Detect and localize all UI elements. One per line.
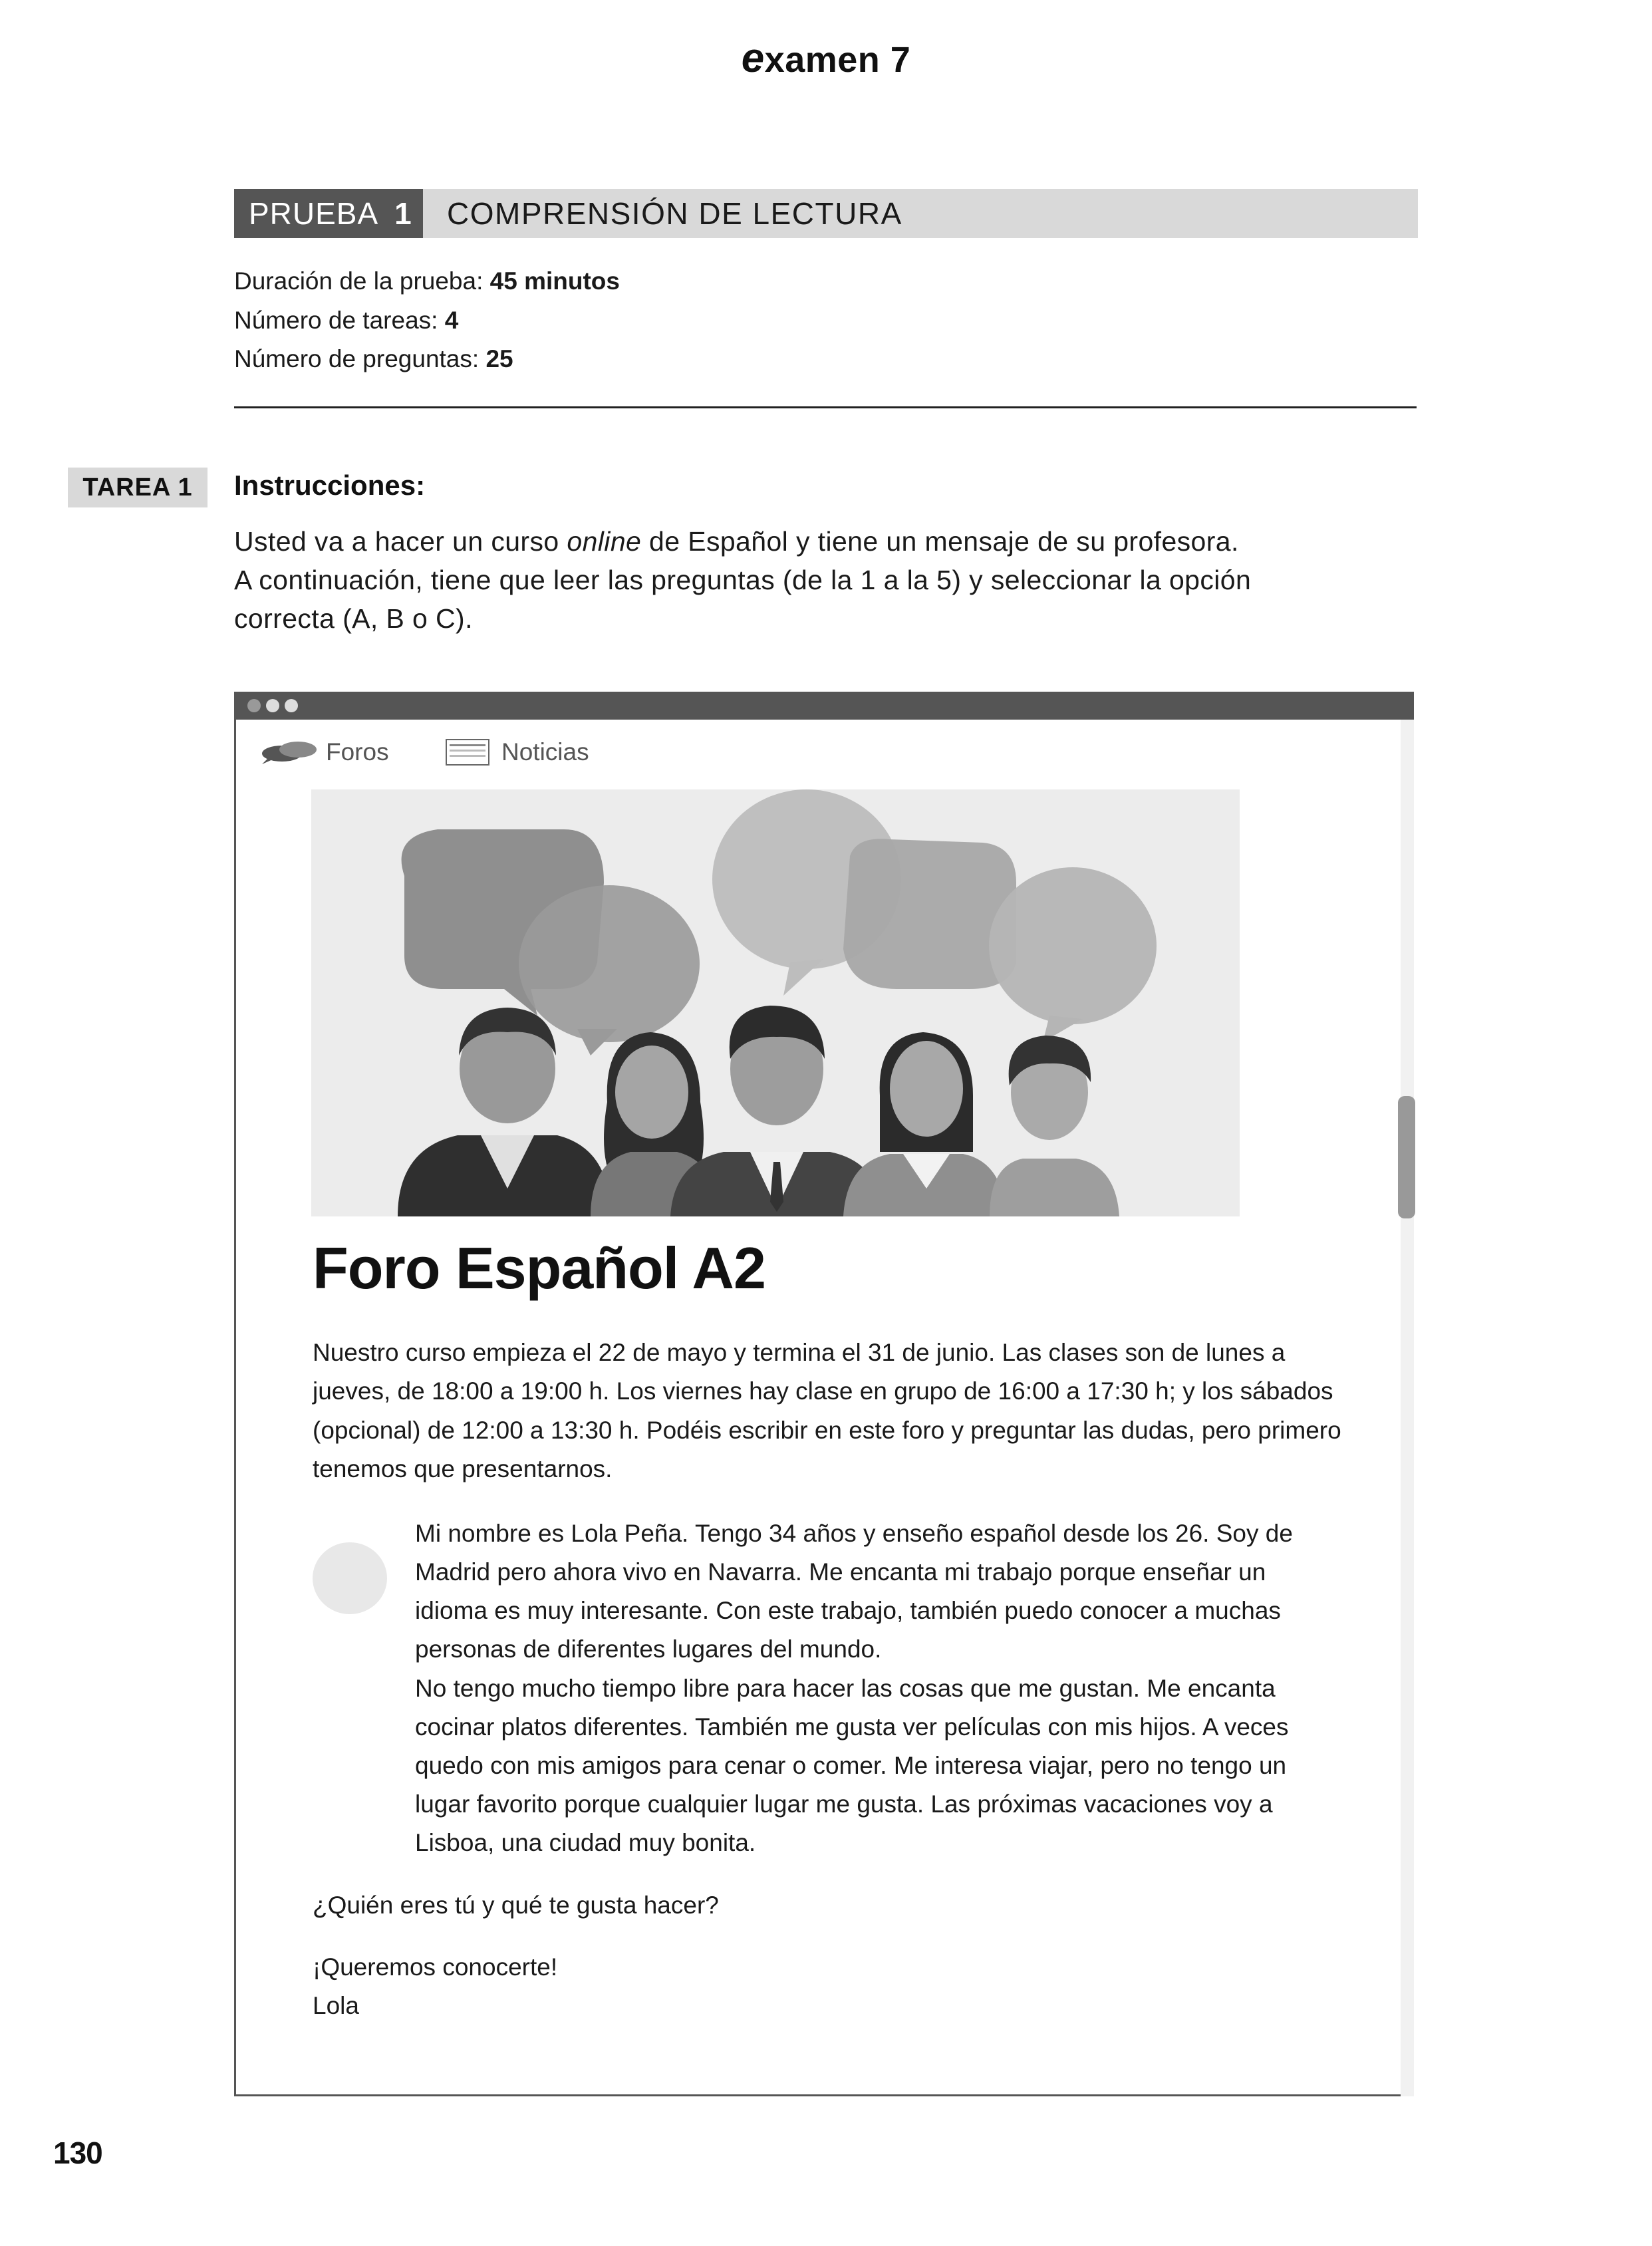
exam-title: examen 7: [741, 35, 911, 81]
intro-line: jueves, de 18:00 a 19:00 h. Los viernes hay clase en grupo de 16:00 a 17:30 h; y los sábados: [313, 1377, 1333, 1405]
scrollbar-track[interactable]: [1401, 720, 1414, 2096]
window-dot-icon[interactable]: [266, 699, 279, 712]
nav-label-noticias: Noticias: [501, 738, 589, 766]
post-line: quedo con mis amigos para cenar o comer. Me interesa viajar, pero no tengo un: [415, 1752, 1287, 1779]
nav-item-noticias[interactable]: [446, 738, 589, 766]
intro-line: (opcional) de 12:00 a 13:30 h. Podéis escribir en este foro y preguntar las dudas, pero primero: [313, 1417, 1341, 1444]
window-dot-icon[interactable]: [285, 699, 298, 712]
window-dot-icon[interactable]: [247, 699, 261, 712]
forum-signature: Lola: [313, 1992, 359, 2019]
nav-item-foros[interactable]: [261, 738, 389, 766]
questions-line: Número de preguntas: 25: [234, 345, 513, 372]
tasks-line: Número de tareas: 4: [234, 307, 459, 334]
browser-title-bar: [234, 692, 1414, 720]
post-line: personas de diferentes lugares del mundo.: [415, 1635, 882, 1663]
instructions-heading: Instrucciones:: [234, 470, 426, 501]
forum-title: Foro Español A2: [313, 1235, 765, 1301]
intro-line: tenemos que presentarnos.: [313, 1455, 613, 1482]
scrollbar-thumb[interactable]: [1398, 1096, 1415, 1218]
post-line: Mi nombre es Lola Peña. Tengo 34 años y enseño español desde los 26. Soy de: [415, 1520, 1293, 1547]
post-line: idioma es muy interesante. Con este trabajo, también puedo conocer a muchas: [415, 1597, 1281, 1624]
post-line: cocinar platos diferentes. También me gusta ver películas con mis hijos. A veces: [415, 1713, 1289, 1741]
duration-line: Duración de la prueba: 45 minutos: [234, 267, 620, 295]
newspaper-icon: [446, 739, 489, 766]
intro-line: Nuestro curso empieza el 22 de mayo y termina el 31 de junio. Las clases son de lunes a: [313, 1339, 1286, 1366]
prueba-label: [234, 189, 423, 238]
prueba-number: 1: [394, 196, 412, 231]
divider: [234, 406, 1417, 408]
people-speech-bubbles-illustration: [311, 789, 1240, 1216]
prueba-section-title: COMPRENSIÓN DE LECTURA: [447, 196, 902, 231]
post-line: Madrid pero ahora vivo en Navarra. Me encanta mi trabajo porque enseñar un: [415, 1558, 1266, 1586]
post-line: No tengo mucho tiempo libre para hacer las cosas que me gustan. Me encanta: [415, 1675, 1276, 1702]
avatar: [313, 1542, 387, 1614]
forum-closing: ¡Queremos conocerte!: [313, 1953, 558, 1981]
post-line: lugar favorito porque cualquier lugar me gusta. Las próximas vacaciones voy a: [415, 1790, 1273, 1818]
forum-question: ¿Quién eres tú y qué te gusta hacer?: [313, 1892, 719, 1919]
nav-label-foros: Foros: [326, 738, 389, 766]
page-number: 130: [53, 2136, 102, 2170]
post-line: Lisboa, una ciudad muy bonita.: [415, 1829, 756, 1856]
tarea-label: TAREA 1: [68, 468, 207, 507]
instruction-line-3: correcta (A, B o C).: [234, 603, 473, 634]
instruction-line-1: Usted va a hacer un curso online de Español y tiene un mensaje de su profesora.: [234, 526, 1239, 557]
speech-bubbles-icon: [261, 739, 319, 766]
instruction-line-2: A continuación, tiene que leer las preguntas (de la 1 a la 5) y seleccionar la opción: [234, 565, 1252, 595]
prueba-text: PRUEBA: [249, 196, 379, 231]
